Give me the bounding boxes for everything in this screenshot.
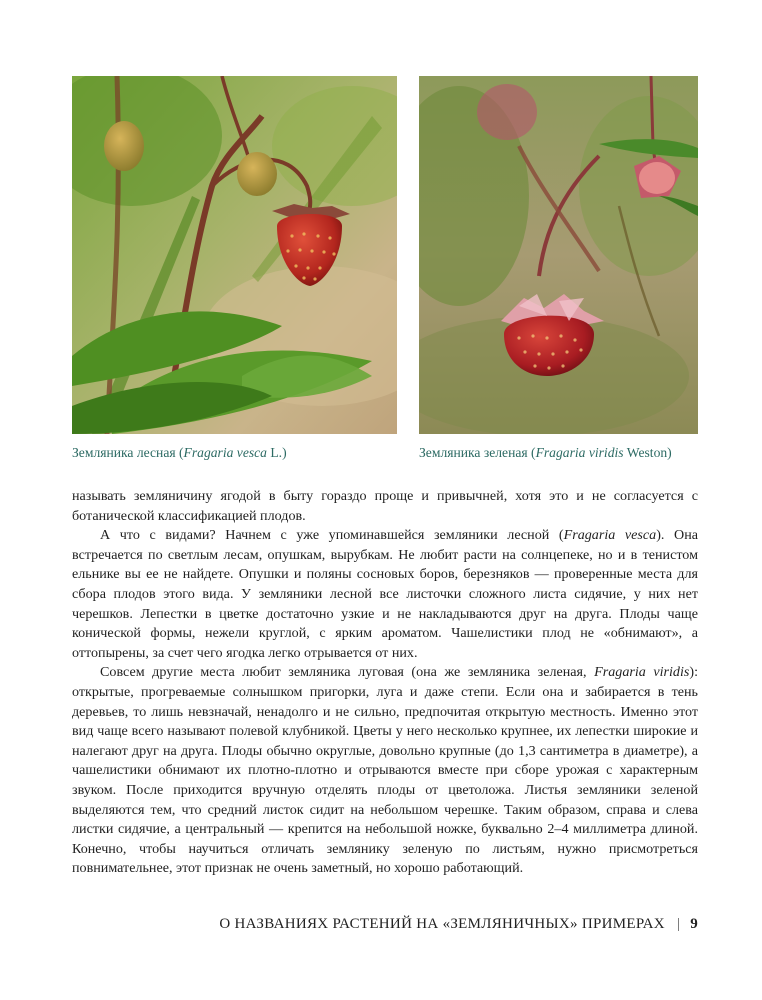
paragraph <box>72 526 698 663</box>
caption-text: Земляника зеленая ( <box>419 445 536 460</box>
green-strawberry-photo <box>419 76 698 434</box>
running-title: О НАЗВАНИЯХ РАСТЕНИЙ НА «ЗЕМЛЯНИЧНЫХ» ПРИМЕРАХ <box>219 916 665 932</box>
paragraph-text: Совсем другие места любит земляника луговая (она же земляника зеленая, <box>100 664 595 681</box>
caption-text: L.) <box>266 445 287 460</box>
paragraph-text: ). Она встречается по светлым лесам, опушкам, вырубкам. Не любит расти на солнцепеке, но и в тенистом ельнике вы ее не найдете. Опушки и поляны сосновых боров, березняков — проверенные места для сбора плодов этого вида. У земляники лесной все листочки сложного листа сидячие, у них нет черешков. Лепестки в цветке достаточно узкие и не накладываются друг на друга. Плоды чаще конической формы, нежели круглой, с ярким ароматом. Чашелистики плод не «обнимают», а оттопырены, за счет чего ягодка легко отрывается от них. <box>72 527 698 661</box>
photo-fragaria-vesca <box>72 76 397 434</box>
caption-text: Земляника лесная ( <box>72 445 184 460</box>
caption-text: Weston) <box>623 445 672 460</box>
footer-separator: | <box>676 916 681 932</box>
figure-caption-right <box>419 444 709 461</box>
caption-latin-name: Fragaria viridis <box>535 445 624 460</box>
wild-strawberry-photo <box>72 76 397 434</box>
paragraph-text: ): открытые, прогреваемые солнышком пригорки, луга и даже степи. Если она и забирается в тень деревьев, то лишь невзначай, ненадолго и не сильно, предпочитая открытую местность. Именно этот вид чаще всего называют полевой клубникой. Цветы у него несколько крупнее, их лепестки широкие и налегают друг на друга. Плоды обычно округлые, довольно крупные (до 1,3 сантиметра в диаметре), а чашелистики обнимают их плотно-плотно и отрываются вместе при сборе урожая с характерным звуком. После приходится вручную отделять плоды от цветоложа. Листья земляники зеленой выделяются тем, что средний листок сидит на небольшом черешке. Таким образом, справа и слева листки сидячие, а центральный — крепится на небольшой ножке, буквально 2–4 миллиметра длиной. Конечно, чтобы научиться отличать землянику зеленую по листьям, нужно присмотреться повнимательнее, этот признак не очень заметный, но хорошо работающий. <box>72 664 698 877</box>
photo-fragaria-viridis <box>419 76 698 434</box>
figure-caption-left <box>72 444 402 461</box>
page-footer <box>72 916 698 933</box>
paragraph-text: А что с видами? Начнем с уже упоминавшейся земляники лесной ( <box>100 527 564 544</box>
body-text <box>72 487 698 879</box>
latin-name: Fragaria vesca <box>563 527 657 544</box>
page-number: 9 <box>690 916 698 932</box>
caption-latin-name: Fragaria vesca <box>183 445 267 460</box>
latin-name: Fragaria viridis <box>594 664 690 681</box>
paragraph: называть земляничину ягодой в быту гораздо проще и привычней, хотя это и не согласуется с ботанической классификацией плодов. <box>72 488 698 524</box>
paragraph <box>72 663 698 879</box>
